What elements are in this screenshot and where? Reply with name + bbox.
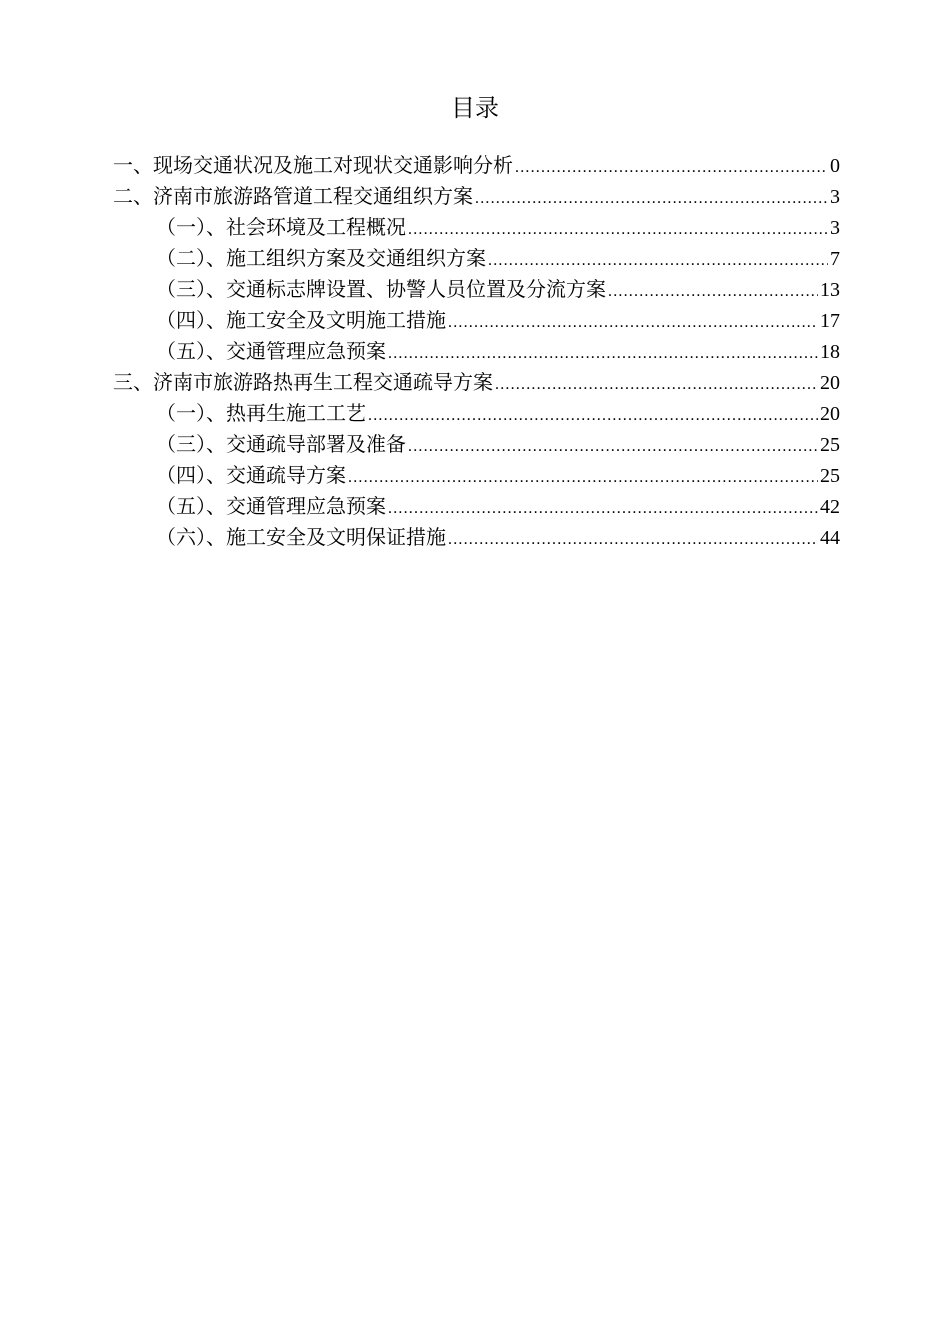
toc-entry-text: （一）、热再生施工工艺 [156,401,366,425]
toc-entry[interactable] [113,460,840,491]
toc-entry[interactable] [113,181,840,212]
toc-dot-leader [448,524,818,555]
toc-dot-leader [488,245,828,276]
toc-dot-leader [515,152,828,183]
toc-dot-leader [495,369,818,400]
toc-entry-text: 三、济南市旅游路热再生工程交通疏导方案 [113,370,493,394]
toc-page-number: 20 [820,372,840,394]
toc-dot-leader [348,462,818,493]
toc-entry-text: （三）、交通标志牌设置、协警人员位置及分流方案 [156,277,606,301]
toc-page-number: 20 [820,403,840,425]
toc-page-number: 7 [830,248,840,270]
toc-entry[interactable] [113,491,840,522]
toc-page-number: 42 [820,496,840,518]
toc-entry[interactable] [113,429,840,460]
toc-page-number: 3 [830,186,840,208]
toc-dot-leader [608,276,818,307]
toc-dot-leader [368,400,818,431]
toc-dot-leader [448,307,818,338]
toc-page-number: 13 [820,279,840,301]
toc-entry-text: （五）、交通管理应急预案 [156,339,386,363]
toc-entry-text: （六）、施工安全及文明保证措施 [156,525,446,549]
toc-title: 目录 [451,94,499,122]
toc-page-number: 18 [820,341,840,363]
toc-entry-text: 二、济南市旅游路管道工程交通组织方案 [113,184,473,208]
toc-page-number: 0 [830,155,840,177]
toc-page-number: 25 [820,465,840,487]
toc-page-number: 3 [830,217,840,239]
toc-entry[interactable] [113,522,840,553]
toc-entry[interactable] [113,305,840,336]
toc-entry[interactable] [113,150,840,181]
toc-entry-text: （一）、社会环境及工程概况 [156,215,406,239]
toc-entry[interactable] [113,274,840,305]
toc-dot-leader [408,431,818,462]
toc-entry[interactable] [113,243,840,274]
toc-page-number: 44 [820,527,840,549]
toc-dot-leader [408,214,828,245]
toc-dot-leader [388,493,818,524]
toc-entry-text: （五）、交通管理应急预案 [156,494,386,518]
toc-page-number: 17 [820,310,840,332]
toc-entry[interactable] [113,212,840,243]
toc-entry-text: （四）、施工安全及文明施工措施 [156,308,446,332]
toc-entry-text: （四）、交通疏导方案 [156,463,346,487]
toc-dot-leader [475,183,828,214]
toc-dot-leader [388,338,818,369]
toc-list [113,150,840,553]
toc-page-number: 25 [820,434,840,456]
toc-entry[interactable] [113,336,840,367]
toc-entry[interactable] [113,367,840,398]
toc-entry-text: 一、现场交通状况及施工对现状交通影响分析 [113,153,513,177]
toc-entry-text: （三）、交通疏导部署及准备 [156,432,406,456]
toc-entry[interactable] [113,398,840,429]
toc-entry-text: （二）、施工组织方案及交通组织方案 [156,246,486,270]
